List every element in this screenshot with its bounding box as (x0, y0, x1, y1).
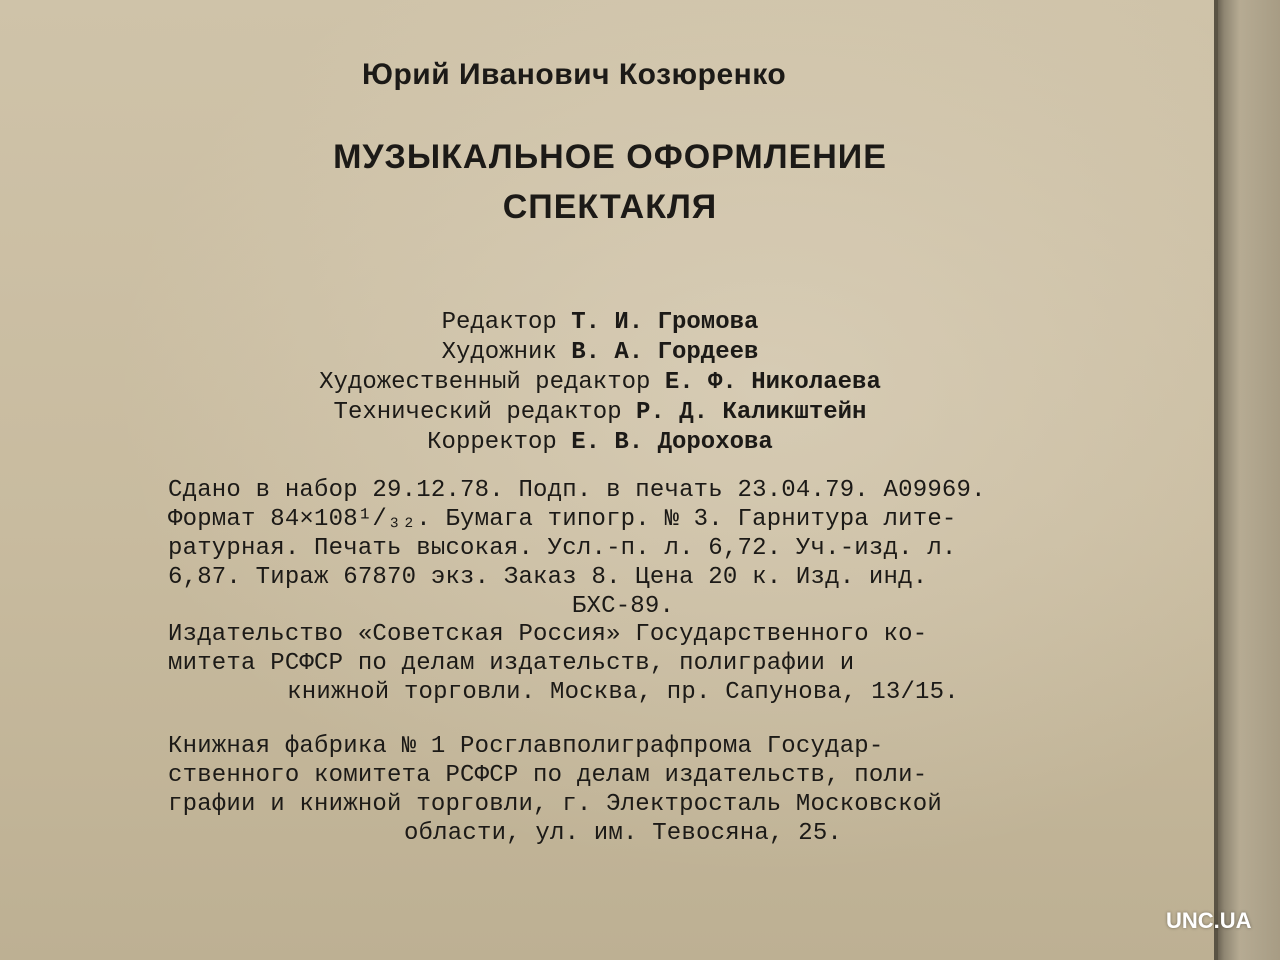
credit-role: Редактор (441, 309, 557, 336)
credit-person: Р. Д. Каликштейн (636, 399, 867, 426)
watermark-logo: UNC.UA (1166, 908, 1252, 933)
credit-role: Корректор (427, 429, 557, 456)
credit-role: Художественный редактор (319, 369, 651, 396)
title-line: МУЗЫКАЛЬНОЕ ОФОРМЛЕНИЕ (333, 138, 887, 176)
next-page-edge (1218, 0, 1280, 960)
factory-line: области, ул. им. Тевосяна, 25. (403, 820, 843, 847)
book-title (250, 132, 970, 232)
credit-artist (200, 338, 1000, 368)
factory-line: ственного комитета РСФСР по делам издательств, поли- (168, 762, 928, 789)
credits-list (200, 308, 1000, 458)
credit-person: Т. И. Громова (571, 309, 759, 336)
print-info-block (158, 476, 1088, 621)
publisher-line: митета РСФСР по делам издательств, полиграфии и (168, 650, 855, 677)
author-name: Юрий Иванович Козюренко (362, 58, 787, 91)
print-info-line: 6,87. Тираж 67870 экз. Заказ 8. Цена 20 к. Изд. инд. (168, 564, 928, 591)
title-line: СПЕКТАКЛЯ (502, 188, 718, 226)
factory-line: Книжная фабрика № 1 Росглавполиграфпрома Государ- (168, 733, 884, 760)
factory-line: графии и книжной торговли, г. Электросталь Московской (168, 791, 942, 818)
credit-tech-editor (200, 398, 1000, 428)
publisher-line: книжной торговли. Москва, пр. Сапунова, 13/15. (287, 679, 959, 706)
credit-person: Е. Ф. Николаева (664, 369, 881, 396)
credit-editor (200, 308, 1000, 338)
factory-block (158, 732, 1088, 848)
publisher-block (158, 620, 1088, 707)
credit-person: Е. В. Дорохова (571, 429, 773, 456)
print-info-line: Формат 84×108¹/₃₂. Бумага типогр. № 3. Гарнитура лите- (168, 506, 957, 533)
credit-role: Художник (441, 339, 557, 366)
credit-role: Технический редактор (333, 399, 622, 426)
credit-person: В. А. Гордеев (571, 339, 759, 366)
publisher-line: Издательство «Советская Россия» Государственного ко- (168, 621, 928, 648)
print-info-line: БХС-89. (571, 593, 675, 620)
credit-proofreader (200, 428, 1000, 458)
credit-art-editor (200, 368, 1000, 398)
print-info-line: Сдано в набор 29.12.78. Подп. в печать 23.04.79. А09969. (168, 477, 986, 504)
print-info-line: ратурная. Печать высокая. Усл.-п. л. 6,72. Уч.-изд. л. (168, 535, 957, 562)
